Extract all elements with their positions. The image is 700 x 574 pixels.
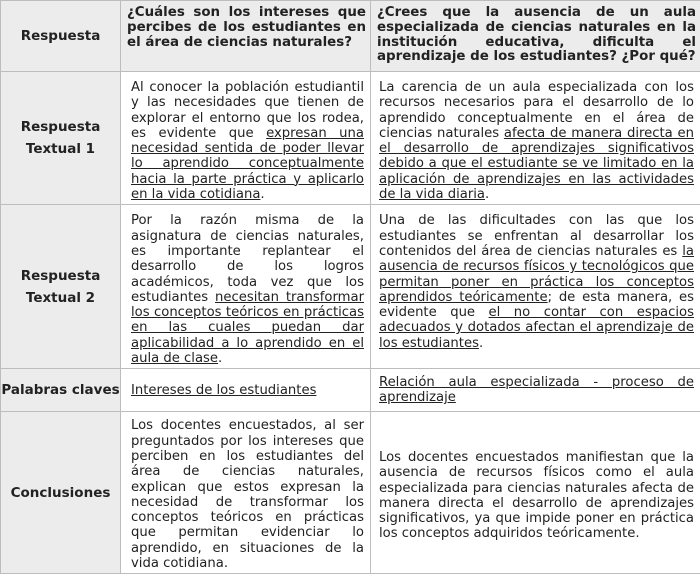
conclusions-label: Conclusiones <box>11 485 111 501</box>
keywords-2: Relación aula especializada - proceso de aprendizaje <box>371 369 700 412</box>
question-2: ¿Crees que la ausencia de un aula especializada de ciencias naturales en la institución educativa, dificulta el aprendizaje de los estudiantes? ¿Por qué? <box>371 1 700 72</box>
response-1-label: Respuesta Textual 1 <box>21 119 101 157</box>
response-2-answer-1: Por la razón misma de la asignatura de ciencias naturales, es importante replantear el desarrollo de los logros académicos, toda vez que los estudiantes necesitan transformar los conceptos teóricos en prácticas en las cuales puedan dar aplicabilidad a lo aprendido en el aula de clase. <box>121 205 371 369</box>
underlined-key-phrase: el no contar con espacios adecuados y dotados afectan el aprendizaje de los estudiantes <box>379 305 694 351</box>
underlined-key-phrase: expresan una necesidad sentida de poder llevar lo aprendido conceptualmente hacia la parte práctica y aplicarlo en la vida cotidiana <box>131 126 364 202</box>
response-1-answer-2: La carencia de un aula especializada con los recursos necesarios para el desarrollo de lo aprendido conceptualmente en el área de ciencias naturales afecta de manera directa en el desarrollo de aprendizajes significativos debido a que el estudiante se ve limitado en la aplicación de aprendizajes en las actividades de la vida diaria. <box>371 72 700 205</box>
conclusions-row <box>1 412 700 574</box>
header-row <box>1 1 700 72</box>
header-label: Respuesta <box>21 28 101 44</box>
response-2-label-cell <box>1 205 121 369</box>
underlined-key-phrase: la ausencia de recursos físicos y tecnológicos que permitan poner en práctica los conceptos aprendidos teóricamente <box>379 244 694 305</box>
response-1-label-cell <box>1 72 121 205</box>
header-label-cell <box>1 1 121 72</box>
conclusions-label-cell <box>1 412 121 574</box>
underlined-key-phrase: afecta de manera directa en el desarrollo de aprendizajes significativos debido a que el estudiante se ve limitado en la aplicación de aprendizajes en las actividades de la vida diaria <box>379 126 694 202</box>
response-1-answer-1: Al conocer la población estudiantil y las necesidades que tienen de explorar el entorno que los rodea, es evidente que expresan una necesidad sentida de poder llevar lo aprendido conceptualmente hacia la parte práctica y aplicarlo en la vida cotidiana. <box>121 72 371 205</box>
question-1: ¿Cuáles son los intereses que percibes de los estudiantes en el área de ciencias naturales? <box>121 1 371 72</box>
underlined-key-phrase: necesitan transformar los conceptos teóricos en prácticas en las cuales puedan dar aplicabilidad a lo aprendido en el aula de clase <box>131 290 364 366</box>
response-2-label: Respuesta Textual 2 <box>21 268 101 306</box>
keywords-label: Palabras claves <box>1 382 119 398</box>
conclusion-2: Los docentes encuestados manifiestan que la ausencia de recursos físicos como el aula especializada para ciencias naturales afecta de manera directa el desarrollo de aprendizajes significativos, ya que impide poner en práctica los conceptos adquiridos teóricamente. <box>371 412 700 574</box>
response-2-answer-2: Una de las dificultades con las que los estudiantes se enfrentan al desarrollar los contenidos del área de ciencias naturales es la ausencia de recursos físicos y tecnológicos que permitan poner en práctica los conceptos aprendidos teóricamente; de esta manera, es evidente que el no contar con espacios adecuados y dotados afectan el aprendizaje de los estudiantes. <box>371 205 700 369</box>
keywords-1: Intereses de los estudiantes <box>121 369 371 412</box>
conclusion-1: Los docentes encuestados, al ser preguntados por los intereses que perciben en los estudiantes del área de ciencias naturales, explican que estos expresan la necesidad de transformar los conceptos teóricos en prácticas que permitan evidenciar lo aprendido, en situaciones de la vida cotidiana. <box>121 412 371 574</box>
response-1-row <box>1 72 700 205</box>
keywords-label-cell <box>1 369 121 412</box>
keywords-row <box>1 369 700 412</box>
response-2-row <box>1 205 700 369</box>
